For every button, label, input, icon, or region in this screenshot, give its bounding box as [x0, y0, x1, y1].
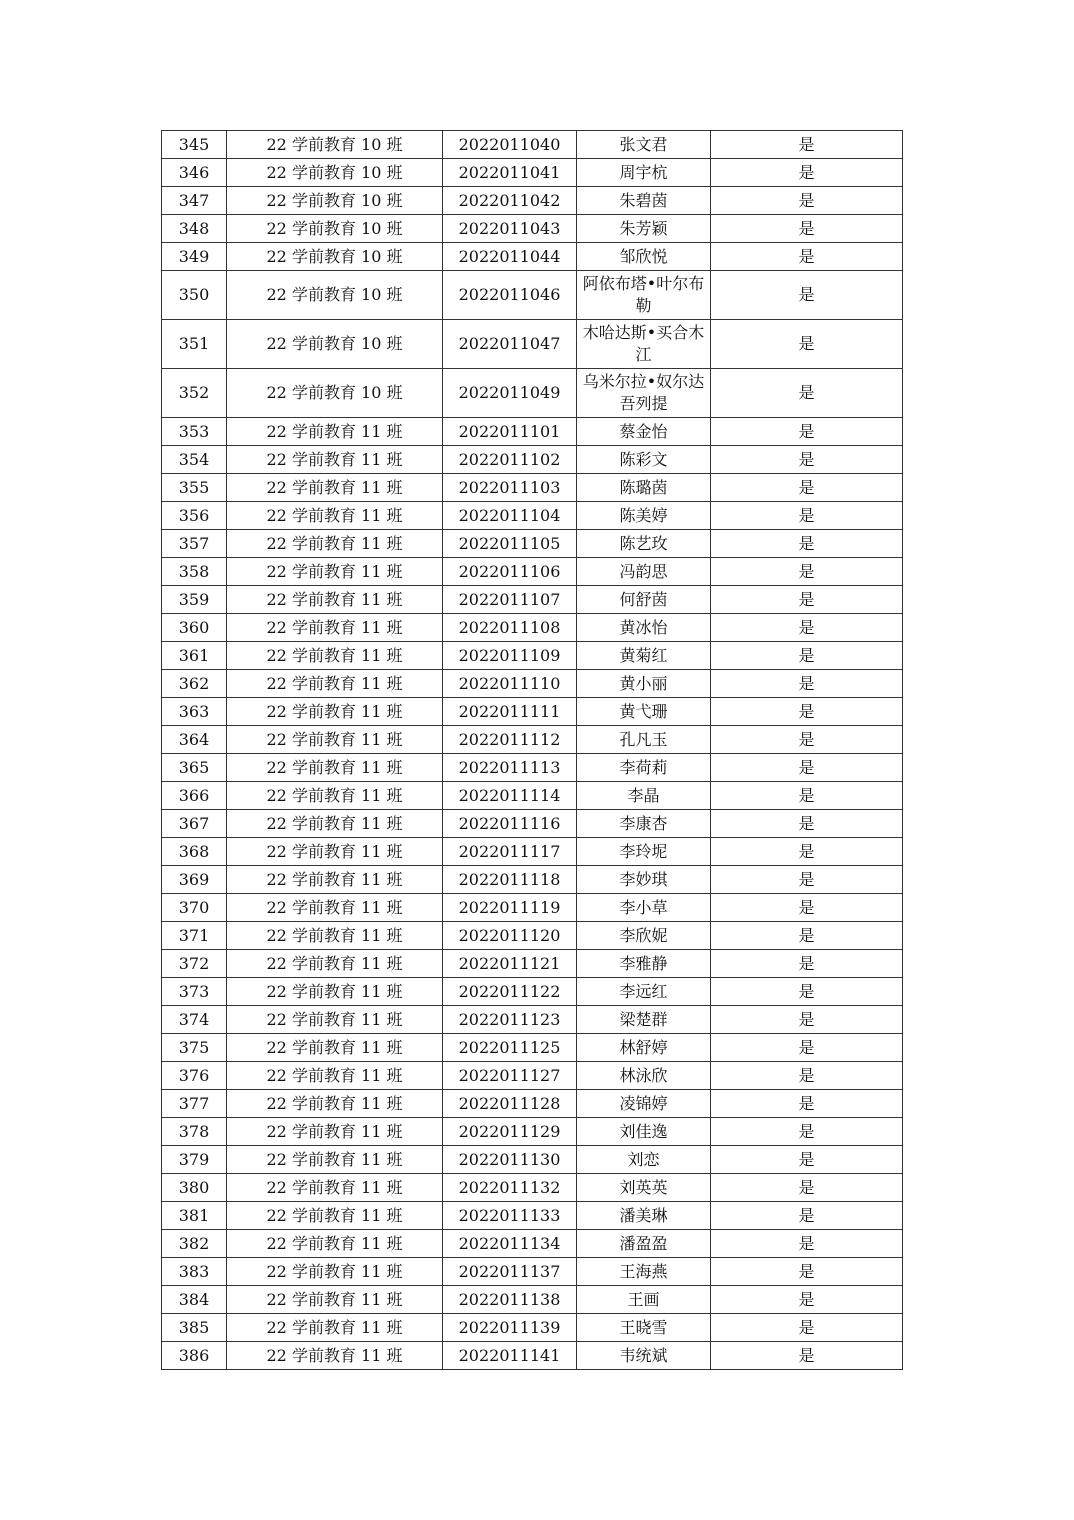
class-name: 22 学前教育 11 班 [227, 894, 443, 922]
student-id: 2022011046 [443, 271, 577, 320]
student-name: 李雅静 [577, 950, 711, 978]
table-row [162, 642, 903, 670]
student-id: 2022011121 [443, 950, 577, 978]
student-id: 2022011107 [443, 586, 577, 614]
student-id: 2022011138 [443, 1286, 577, 1314]
status-value: 是 [711, 558, 903, 586]
class-name: 22 学前教育 11 班 [227, 502, 443, 530]
status-value: 是 [711, 474, 903, 502]
row-number: 355 [162, 474, 227, 502]
class-name: 22 学前教育 11 班 [227, 838, 443, 866]
status-value: 是 [711, 446, 903, 474]
class-name: 22 学前教育 11 班 [227, 446, 443, 474]
table-row [162, 1342, 903, 1370]
row-number: 377 [162, 1090, 227, 1118]
row-number: 361 [162, 642, 227, 670]
student-name: 黄小丽 [577, 670, 711, 698]
student-id: 2022011111 [443, 698, 577, 726]
student-id: 2022011141 [443, 1342, 577, 1370]
table-row [162, 1118, 903, 1146]
student-id: 2022011120 [443, 922, 577, 950]
class-name: 22 学前教育 11 班 [227, 1146, 443, 1174]
status-value: 是 [711, 1146, 903, 1174]
class-name: 22 学前教育 11 班 [227, 1286, 443, 1314]
row-number: 368 [162, 838, 227, 866]
student-name: 林泳欣 [577, 1062, 711, 1090]
row-number: 370 [162, 894, 227, 922]
student-name: 王晓雪 [577, 1314, 711, 1342]
row-number: 351 [162, 320, 227, 369]
table-row [162, 558, 903, 586]
student-id: 2022011125 [443, 1034, 577, 1062]
student-id: 2022011129 [443, 1118, 577, 1146]
status-value: 是 [711, 1258, 903, 1286]
row-number: 359 [162, 586, 227, 614]
student-id: 2022011139 [443, 1314, 577, 1342]
table-row [162, 978, 903, 1006]
table-row [162, 1062, 903, 1090]
student-name: 王海燕 [577, 1258, 711, 1286]
table-row [162, 1202, 903, 1230]
status-value: 是 [711, 1034, 903, 1062]
student-table [161, 130, 903, 1370]
class-name: 22 学前教育 11 班 [227, 1062, 443, 1090]
class-name: 22 学前教育 11 班 [227, 698, 443, 726]
row-number: 382 [162, 1230, 227, 1258]
status-value: 是 [711, 1062, 903, 1090]
student-name: 陈艺玫 [577, 530, 711, 558]
status-value: 是 [711, 894, 903, 922]
row-number: 345 [162, 131, 227, 159]
row-number: 367 [162, 810, 227, 838]
class-name: 22 学前教育 10 班 [227, 159, 443, 187]
row-number: 346 [162, 159, 227, 187]
row-number: 378 [162, 1118, 227, 1146]
status-value: 是 [711, 1342, 903, 1370]
status-value: 是 [711, 1090, 903, 1118]
student-id: 2022011102 [443, 446, 577, 474]
student-id: 2022011040 [443, 131, 577, 159]
student-name: 阿依布塔•叶尔布勒 [577, 271, 711, 320]
student-name: 潘盈盈 [577, 1230, 711, 1258]
student-id: 2022011047 [443, 320, 577, 369]
student-name: 李玲坭 [577, 838, 711, 866]
status-value: 是 [711, 1230, 903, 1258]
table-row [162, 782, 903, 810]
row-number: 369 [162, 866, 227, 894]
status-value: 是 [711, 614, 903, 642]
class-name: 22 学前教育 11 班 [227, 754, 443, 782]
status-value: 是 [711, 1174, 903, 1202]
student-id: 2022011117 [443, 838, 577, 866]
class-name: 22 学前教育 11 班 [227, 1314, 443, 1342]
table-row [162, 1286, 903, 1314]
status-value: 是 [711, 418, 903, 446]
class-name: 22 学前教育 11 班 [227, 474, 443, 502]
table-row [162, 369, 903, 418]
class-name: 22 学前教育 11 班 [227, 1230, 443, 1258]
student-id: 2022011130 [443, 1146, 577, 1174]
student-id: 2022011134 [443, 1230, 577, 1258]
class-name: 22 学前教育 11 班 [227, 810, 443, 838]
student-id: 2022011128 [443, 1090, 577, 1118]
table-row [162, 1314, 903, 1342]
row-number: 353 [162, 418, 227, 446]
student-name: 冯韵思 [577, 558, 711, 586]
status-value: 是 [711, 159, 903, 187]
table-row [162, 474, 903, 502]
student-name: 李康杏 [577, 810, 711, 838]
student-name: 陈彩文 [577, 446, 711, 474]
table-row [162, 530, 903, 558]
table-row [162, 131, 903, 159]
status-value: 是 [711, 1202, 903, 1230]
status-value: 是 [711, 754, 903, 782]
class-name: 22 学前教育 11 班 [227, 1342, 443, 1370]
table-row [162, 922, 903, 950]
table-row [162, 698, 903, 726]
class-name: 22 学前教育 11 班 [227, 1118, 443, 1146]
student-id: 2022011113 [443, 754, 577, 782]
student-name: 林舒婷 [577, 1034, 711, 1062]
student-name: 陈美婷 [577, 502, 711, 530]
table-row [162, 502, 903, 530]
class-name: 22 学前教育 11 班 [227, 558, 443, 586]
status-value: 是 [711, 950, 903, 978]
class-name: 22 学前教育 11 班 [227, 586, 443, 614]
student-name: 刘英英 [577, 1174, 711, 1202]
class-name: 22 学前教育 11 班 [227, 418, 443, 446]
class-name: 22 学前教育 11 班 [227, 922, 443, 950]
student-id: 2022011042 [443, 187, 577, 215]
class-name: 22 学前教育 11 班 [227, 782, 443, 810]
class-name: 22 学前教育 11 班 [227, 726, 443, 754]
status-value: 是 [711, 782, 903, 810]
row-number: 347 [162, 187, 227, 215]
table-body [162, 131, 903, 1370]
table-row [162, 446, 903, 474]
student-id: 2022011109 [443, 642, 577, 670]
table-row [162, 187, 903, 215]
student-name: 凌锦婷 [577, 1090, 711, 1118]
student-name: 乌米尔拉•奴尔达吾列提 [577, 369, 711, 418]
student-id: 2022011122 [443, 978, 577, 1006]
class-name: 22 学前教育 10 班 [227, 271, 443, 320]
table-row [162, 271, 903, 320]
class-name: 22 学前教育 11 班 [227, 530, 443, 558]
student-name: 周宇杭 [577, 159, 711, 187]
table-row [162, 215, 903, 243]
student-name: 朱碧茵 [577, 187, 711, 215]
student-id: 2022011132 [443, 1174, 577, 1202]
class-name: 22 学前教育 11 班 [227, 642, 443, 670]
student-name: 陈璐茵 [577, 474, 711, 502]
table-row [162, 320, 903, 369]
row-number: 348 [162, 215, 227, 243]
status-value: 是 [711, 271, 903, 320]
status-value: 是 [711, 642, 903, 670]
table-row [162, 726, 903, 754]
student-id: 2022011101 [443, 418, 577, 446]
row-number: 371 [162, 922, 227, 950]
student-id: 2022011110 [443, 670, 577, 698]
student-name: 朱芳颖 [577, 215, 711, 243]
student-id: 2022011044 [443, 243, 577, 271]
student-id: 2022011043 [443, 215, 577, 243]
class-name: 22 学前教育 11 班 [227, 1174, 443, 1202]
row-number: 379 [162, 1146, 227, 1174]
student-id: 2022011049 [443, 369, 577, 418]
table-row [162, 1146, 903, 1174]
student-id: 2022011118 [443, 866, 577, 894]
student-id: 2022011106 [443, 558, 577, 586]
student-name: 李欣妮 [577, 922, 711, 950]
status-value: 是 [711, 320, 903, 369]
row-number: 365 [162, 754, 227, 782]
table-row [162, 810, 903, 838]
status-value: 是 [711, 243, 903, 271]
status-value: 是 [711, 726, 903, 754]
status-value: 是 [711, 530, 903, 558]
row-number: 363 [162, 698, 227, 726]
student-id: 2022011104 [443, 502, 577, 530]
row-number: 384 [162, 1286, 227, 1314]
class-name: 22 学前教育 11 班 [227, 614, 443, 642]
class-name: 22 学前教育 10 班 [227, 369, 443, 418]
table-row [162, 243, 903, 271]
status-value: 是 [711, 369, 903, 418]
student-name: 潘美琳 [577, 1202, 711, 1230]
student-name: 梁楚群 [577, 1006, 711, 1034]
class-name: 22 学前教育 10 班 [227, 187, 443, 215]
student-id: 2022011119 [443, 894, 577, 922]
student-name: 邹欣悦 [577, 243, 711, 271]
table-row [162, 866, 903, 894]
student-name: 李妙琪 [577, 866, 711, 894]
class-name: 22 学前教育 10 班 [227, 215, 443, 243]
table-row [162, 838, 903, 866]
class-name: 22 学前教育 11 班 [227, 1006, 443, 1034]
status-value: 是 [711, 1118, 903, 1146]
class-name: 22 学前教育 11 班 [227, 1034, 443, 1062]
table-row [162, 754, 903, 782]
status-value: 是 [711, 978, 903, 1006]
row-number: 380 [162, 1174, 227, 1202]
student-name: 刘恋 [577, 1146, 711, 1174]
class-name: 22 学前教育 11 班 [227, 1090, 443, 1118]
table-row [162, 418, 903, 446]
row-number: 364 [162, 726, 227, 754]
student-id: 2022011105 [443, 530, 577, 558]
class-name: 22 学前教育 11 班 [227, 866, 443, 894]
student-id: 2022011108 [443, 614, 577, 642]
student-name: 孔凡玉 [577, 726, 711, 754]
row-number: 386 [162, 1342, 227, 1370]
student-name: 木哈达斯•买合木江 [577, 320, 711, 369]
status-value: 是 [711, 131, 903, 159]
class-name: 22 学前教育 11 班 [227, 1202, 443, 1230]
status-value: 是 [711, 1314, 903, 1342]
table-row [162, 1006, 903, 1034]
row-number: 350 [162, 271, 227, 320]
table-row [162, 950, 903, 978]
status-value: 是 [711, 838, 903, 866]
row-number: 358 [162, 558, 227, 586]
table-row [162, 614, 903, 642]
status-value: 是 [711, 502, 903, 530]
row-number: 385 [162, 1314, 227, 1342]
status-value: 是 [711, 670, 903, 698]
table-row [162, 894, 903, 922]
class-name: 22 学前教育 10 班 [227, 243, 443, 271]
student-id: 2022011123 [443, 1006, 577, 1034]
row-number: 383 [162, 1258, 227, 1286]
student-id: 2022011116 [443, 810, 577, 838]
row-number: 362 [162, 670, 227, 698]
status-value: 是 [711, 698, 903, 726]
table-row [162, 670, 903, 698]
class-name: 22 学前教育 10 班 [227, 320, 443, 369]
student-id: 2022011127 [443, 1062, 577, 1090]
row-number: 352 [162, 369, 227, 418]
student-id: 2022011041 [443, 159, 577, 187]
student-name: 李荷莉 [577, 754, 711, 782]
student-name: 李晶 [577, 782, 711, 810]
student-name: 李远红 [577, 978, 711, 1006]
table-row [162, 1034, 903, 1062]
student-name: 韦统斌 [577, 1342, 711, 1370]
student-name: 李小草 [577, 894, 711, 922]
student-id: 2022011133 [443, 1202, 577, 1230]
status-value: 是 [711, 187, 903, 215]
student-id: 2022011112 [443, 726, 577, 754]
row-number: 360 [162, 614, 227, 642]
student-name: 张文君 [577, 131, 711, 159]
row-number: 354 [162, 446, 227, 474]
row-number: 372 [162, 950, 227, 978]
row-number: 376 [162, 1062, 227, 1090]
student-id: 2022011114 [443, 782, 577, 810]
class-name: 22 学前教育 11 班 [227, 670, 443, 698]
status-value: 是 [711, 1286, 903, 1314]
row-number: 374 [162, 1006, 227, 1034]
status-value: 是 [711, 866, 903, 894]
row-number: 349 [162, 243, 227, 271]
table-row [162, 1230, 903, 1258]
table-row [162, 1090, 903, 1118]
status-value: 是 [711, 586, 903, 614]
class-name: 22 学前教育 11 班 [227, 978, 443, 1006]
table-row [162, 1258, 903, 1286]
class-name: 22 学前教育 11 班 [227, 1258, 443, 1286]
table-row [162, 1174, 903, 1202]
class-name: 22 学前教育 10 班 [227, 131, 443, 159]
status-value: 是 [711, 922, 903, 950]
student-id: 2022011137 [443, 1258, 577, 1286]
status-value: 是 [711, 810, 903, 838]
student-name: 黄菊红 [577, 642, 711, 670]
status-value: 是 [711, 215, 903, 243]
row-number: 381 [162, 1202, 227, 1230]
student-name: 何舒茵 [577, 586, 711, 614]
row-number: 373 [162, 978, 227, 1006]
class-name: 22 学前教育 11 班 [227, 950, 443, 978]
student-name: 黄弋珊 [577, 698, 711, 726]
row-number: 356 [162, 502, 227, 530]
student-id: 2022011103 [443, 474, 577, 502]
student-name: 王画 [577, 1286, 711, 1314]
row-number: 375 [162, 1034, 227, 1062]
student-name: 蔡金怡 [577, 418, 711, 446]
student-name: 刘佳逸 [577, 1118, 711, 1146]
student-name: 黄冰怡 [577, 614, 711, 642]
row-number: 366 [162, 782, 227, 810]
table-row [162, 159, 903, 187]
row-number: 357 [162, 530, 227, 558]
status-value: 是 [711, 1006, 903, 1034]
table-row [162, 586, 903, 614]
